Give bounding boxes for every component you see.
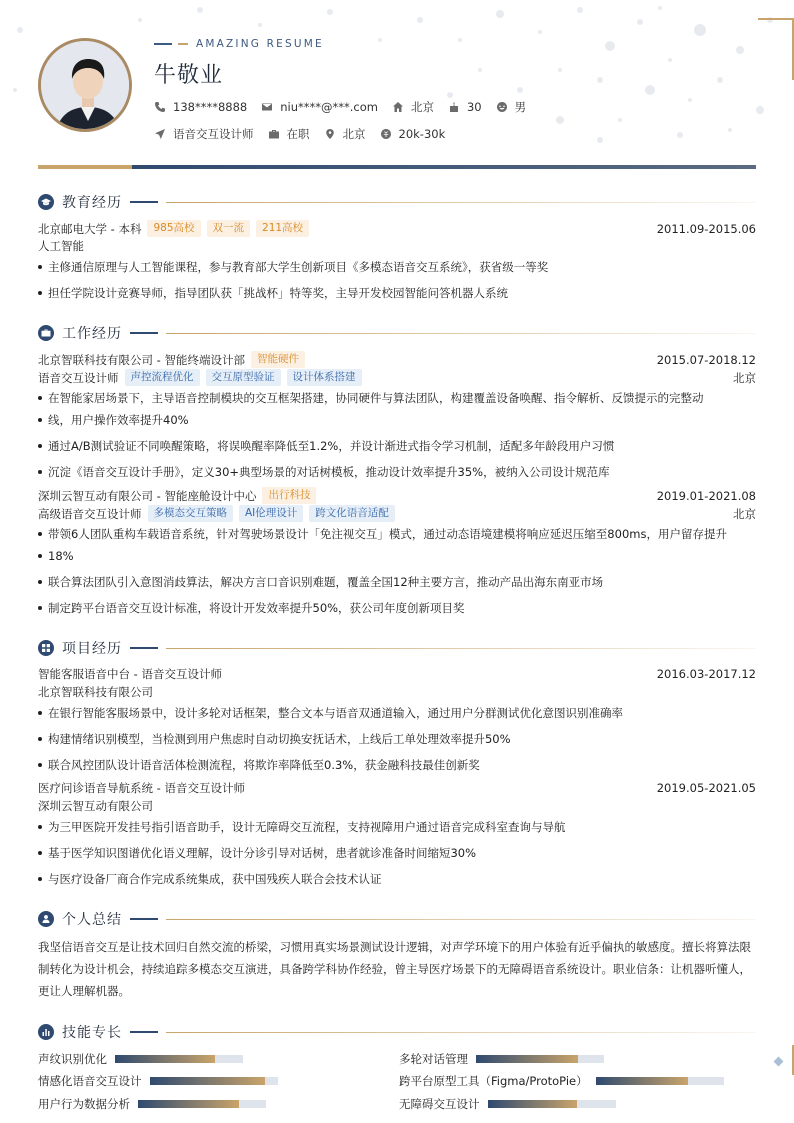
list-item: 通过A/B测试验证不同唤醒策略，将误唤醒率降低至1.2%，并设计渐进式指令学习机制，适配多年龄段用户习惯 bbox=[38, 435, 756, 457]
list-item: 带领6人团队重构车载语音系统，针对驾驶场景设计「免注视交互」模式，通过动态语境建模将响应延迟压缩至800ms，用户留存提升 bbox=[38, 523, 756, 545]
send-icon bbox=[154, 128, 166, 140]
bar-chart-icon bbox=[38, 1024, 54, 1040]
list-item: 沉淀《语音交互设计手册》，定义30+典型场景的对话树模板，推动设计效率提升35%，被纳入公司设计规范库 bbox=[38, 461, 756, 483]
section-work bbox=[38, 323, 756, 343]
cake-icon bbox=[448, 101, 460, 113]
summary-text: 我坚信语音交互是让技术回归自然交流的桥梁，习惯用真实场景测试设计逻辑，对声学环境下的用户体验有近乎偏执的敏感度。擅长将算法限制转化为设计机会，持续追踪多模态交互演进，具备跨学科协作经验，曾主导医疗场景下的无障碍语音系统设计。职业信条：让机器听懂人，更让人理解机器。 bbox=[38, 940, 751, 998]
skill-bar-fill bbox=[476, 1055, 578, 1063]
skill-bar bbox=[476, 1055, 604, 1063]
education-header-row bbox=[38, 220, 756, 237]
skill-name: 跨平台原型工具（Figma/ProtoPie） bbox=[399, 1074, 588, 1088]
list-item: 构建情绪识别模型，当检测到用户焦虑时自动切换安抚话术，上线后工单处理效率提升50% bbox=[38, 728, 756, 750]
skill-bar-fill bbox=[115, 1055, 215, 1063]
skill-bar bbox=[488, 1100, 616, 1108]
project-name: 智能客服语音中台 - 语音交互设计师 bbox=[38, 667, 222, 681]
project-company: 深圳云智互动有限公司 bbox=[38, 799, 153, 813]
list-item-continuation bbox=[38, 545, 756, 567]
skill-tag: 设计体系搭建 bbox=[287, 369, 362, 386]
salary-value: 20k-30k bbox=[398, 127, 446, 141]
list-item-continuation bbox=[38, 409, 756, 431]
money-icon bbox=[380, 128, 392, 140]
phone-icon bbox=[154, 101, 166, 113]
skill-tag: 多模态交互策略 bbox=[148, 505, 234, 522]
section-title-work: 工作经历 bbox=[62, 326, 122, 342]
list-item: 主修通信原理与人工智能课程，参与教育部大学生创新项目《多模态语音交互系统》，获省级一等奖 bbox=[38, 256, 756, 278]
header-divider bbox=[38, 165, 756, 169]
project-header-row bbox=[38, 780, 756, 796]
briefcase-icon bbox=[268, 128, 280, 140]
work-company-row bbox=[38, 351, 756, 368]
list-item: 担任学院设计竞赛导师，指导团队获「挑战杯」特等奖，主导开发校园智能问答机器人系统 bbox=[38, 282, 756, 304]
section-skills bbox=[38, 1022, 756, 1042]
skill-tag: AI伦理设计 bbox=[239, 505, 303, 522]
city-info bbox=[392, 99, 434, 115]
project-period: 2019.05-2021.05 bbox=[656, 781, 756, 795]
skill-bar bbox=[115, 1055, 243, 1063]
list-item: 与医疗设备厂商合作完成系统集成，获中国残疾人联合会技术认证 bbox=[38, 868, 756, 890]
section-summary bbox=[38, 909, 756, 929]
list-item-continuation-text: 线，用户操作效率提升40% bbox=[48, 413, 189, 427]
list-item: 基于医学知识图谱优化语义理解，设计分诊引导对话树，患者就诊准备时间缩短30% bbox=[38, 842, 756, 864]
job-intent-row bbox=[154, 126, 459, 142]
section-projects bbox=[38, 638, 756, 658]
section-title-education: 教育经历 bbox=[62, 195, 122, 211]
skill-name: 无障碍交互设计 bbox=[399, 1097, 480, 1111]
section-title-skills: 技能专长 bbox=[62, 1025, 122, 1041]
skill-bar-fill bbox=[150, 1077, 265, 1085]
section-title-projects: 项目经历 bbox=[62, 641, 122, 657]
target-city-value: 北京 bbox=[342, 127, 366, 141]
list-item: 在智能家居场景下，主导语音控制模块的交互框架搭建，协同硬件与算法团队，构建覆盖设备唤醒、指令解析、反馈提示的完整动 bbox=[38, 387, 756, 409]
age-value: 30 bbox=[466, 100, 482, 114]
avatar-portrait-icon bbox=[41, 41, 132, 132]
email-info bbox=[261, 100, 378, 114]
grid-icon bbox=[38, 640, 54, 656]
project-header-row bbox=[38, 666, 756, 682]
target-city-info bbox=[324, 126, 366, 142]
project-company: 北京智联科技有限公司 bbox=[38, 685, 153, 699]
skill-name: 声纹识别优化 bbox=[38, 1052, 107, 1066]
graduation-cap-icon bbox=[38, 194, 54, 210]
project-period: 2016.03-2017.12 bbox=[656, 667, 756, 681]
smile-icon bbox=[496, 101, 508, 113]
major: 人工智能 bbox=[38, 239, 84, 253]
project-name: 医疗问诊语音导航系统 - 语音交互设计师 bbox=[38, 781, 245, 795]
list-item: 在银行智能客服场景中，设计多轮对话框架，整合文本与语音双通道输入，通过用户分群测试优化意图识别准确率 bbox=[38, 702, 756, 724]
candidate-name: 牛敬业 bbox=[154, 63, 224, 88]
skill-name: 多轮对话管理 bbox=[399, 1052, 468, 1066]
school-name: 北京邮电大学 - 本科 bbox=[38, 221, 142, 236]
email-value: niu****@***.com bbox=[280, 100, 378, 114]
resume-tagline bbox=[154, 38, 324, 50]
age-info bbox=[448, 100, 482, 114]
email-icon bbox=[261, 101, 273, 113]
work-title-row bbox=[38, 369, 756, 386]
skill-bar bbox=[150, 1077, 278, 1085]
work-company-row bbox=[38, 487, 756, 504]
list-item-continuation-text: 18% bbox=[48, 549, 74, 563]
work-title-row bbox=[38, 505, 756, 522]
skill-name: 用户行为数据分析 bbox=[38, 1097, 130, 1111]
phone-value: 138****8888 bbox=[173, 100, 248, 114]
project-company-row bbox=[38, 684, 756, 700]
phone-info bbox=[154, 100, 247, 114]
skill-item bbox=[38, 1096, 266, 1112]
city-value: 北京 bbox=[410, 100, 434, 114]
skill-item bbox=[399, 1051, 604, 1067]
list-item: 联合算法团队引入意图消歧算法，解决方言口音识别难题，覆盖全国12种主要方言，推动产品出海东南亚市场 bbox=[38, 571, 756, 593]
job-title: 语音交互设计师 bbox=[38, 370, 119, 385]
gender-info bbox=[496, 99, 527, 115]
skill-bar bbox=[138, 1100, 266, 1108]
skill-tag: 交互原型验证 bbox=[206, 369, 281, 386]
skill-tag: 声控流程优化 bbox=[125, 369, 200, 386]
education-tag: 985高校 bbox=[147, 220, 200, 237]
skill-tag: 跨文化语音适配 bbox=[309, 505, 395, 522]
education-tag: 双一流 bbox=[207, 220, 251, 237]
gender-value: 男 bbox=[514, 100, 527, 114]
home-icon bbox=[392, 101, 404, 113]
target-position-info bbox=[154, 126, 254, 142]
list-item: 制定跨平台语音交互设计标准，将设计开发效率提升50%，获公司年度创新项目奖 bbox=[38, 597, 756, 619]
avatar bbox=[38, 38, 132, 132]
skill-bar-fill bbox=[138, 1100, 239, 1108]
list-item: 联合风控团队设计语音活体检测流程，将欺诈率降低至0.3%，获金融科技最佳创新奖 bbox=[38, 754, 756, 776]
contact-info-row bbox=[154, 99, 540, 115]
company-name: 北京智联科技有限公司 - 智能终端设计部 bbox=[38, 352, 245, 367]
skill-item bbox=[399, 1096, 616, 1112]
job-title: 高级语音交互设计师 bbox=[38, 506, 142, 521]
tagline-text: AMAZING RESUME bbox=[196, 38, 324, 50]
skill-item bbox=[399, 1073, 724, 1089]
work-location: 北京 bbox=[733, 370, 756, 385]
work-location: 北京 bbox=[733, 506, 756, 521]
skill-item bbox=[38, 1051, 243, 1067]
skill-item bbox=[38, 1073, 278, 1089]
status-value: 在职 bbox=[286, 127, 310, 141]
education-tag: 211高校 bbox=[256, 220, 309, 237]
skill-bar bbox=[596, 1077, 724, 1085]
salary-info bbox=[380, 127, 446, 141]
corner-decoration-top-right bbox=[758, 18, 794, 80]
section-title-summary: 个人总结 bbox=[62, 912, 122, 928]
user-icon bbox=[38, 911, 54, 927]
industry-tag: 智能硬件 bbox=[251, 351, 305, 368]
status-info bbox=[268, 126, 310, 142]
skill-name: 情感化语音交互设计 bbox=[38, 1074, 142, 1088]
location-pin-icon bbox=[324, 128, 336, 140]
target-position-value: 语音交互设计师 bbox=[173, 127, 254, 141]
skill-bar-fill bbox=[488, 1100, 578, 1108]
skill-bar-fill bbox=[596, 1077, 688, 1085]
work-period: 2019.01-2021.08 bbox=[656, 488, 756, 503]
work-period: 2015.07-2018.12 bbox=[656, 352, 756, 367]
section-education bbox=[38, 192, 756, 212]
industry-tag: 出行科技 bbox=[262, 487, 316, 504]
education-major-row bbox=[38, 238, 756, 254]
briefcase-icon bbox=[38, 325, 54, 341]
resume-header bbox=[38, 36, 758, 166]
list-item: 为三甲医院开发挂号指引语音助手，设计无障碍交互流程，支持视障用户通过语音完成科室查询与导航 bbox=[38, 816, 756, 838]
company-name: 深圳云智互动有限公司 - 智能座舱设计中心 bbox=[38, 488, 257, 503]
project-company-row bbox=[38, 798, 756, 814]
education-period: 2011.09-2015.06 bbox=[656, 221, 756, 236]
